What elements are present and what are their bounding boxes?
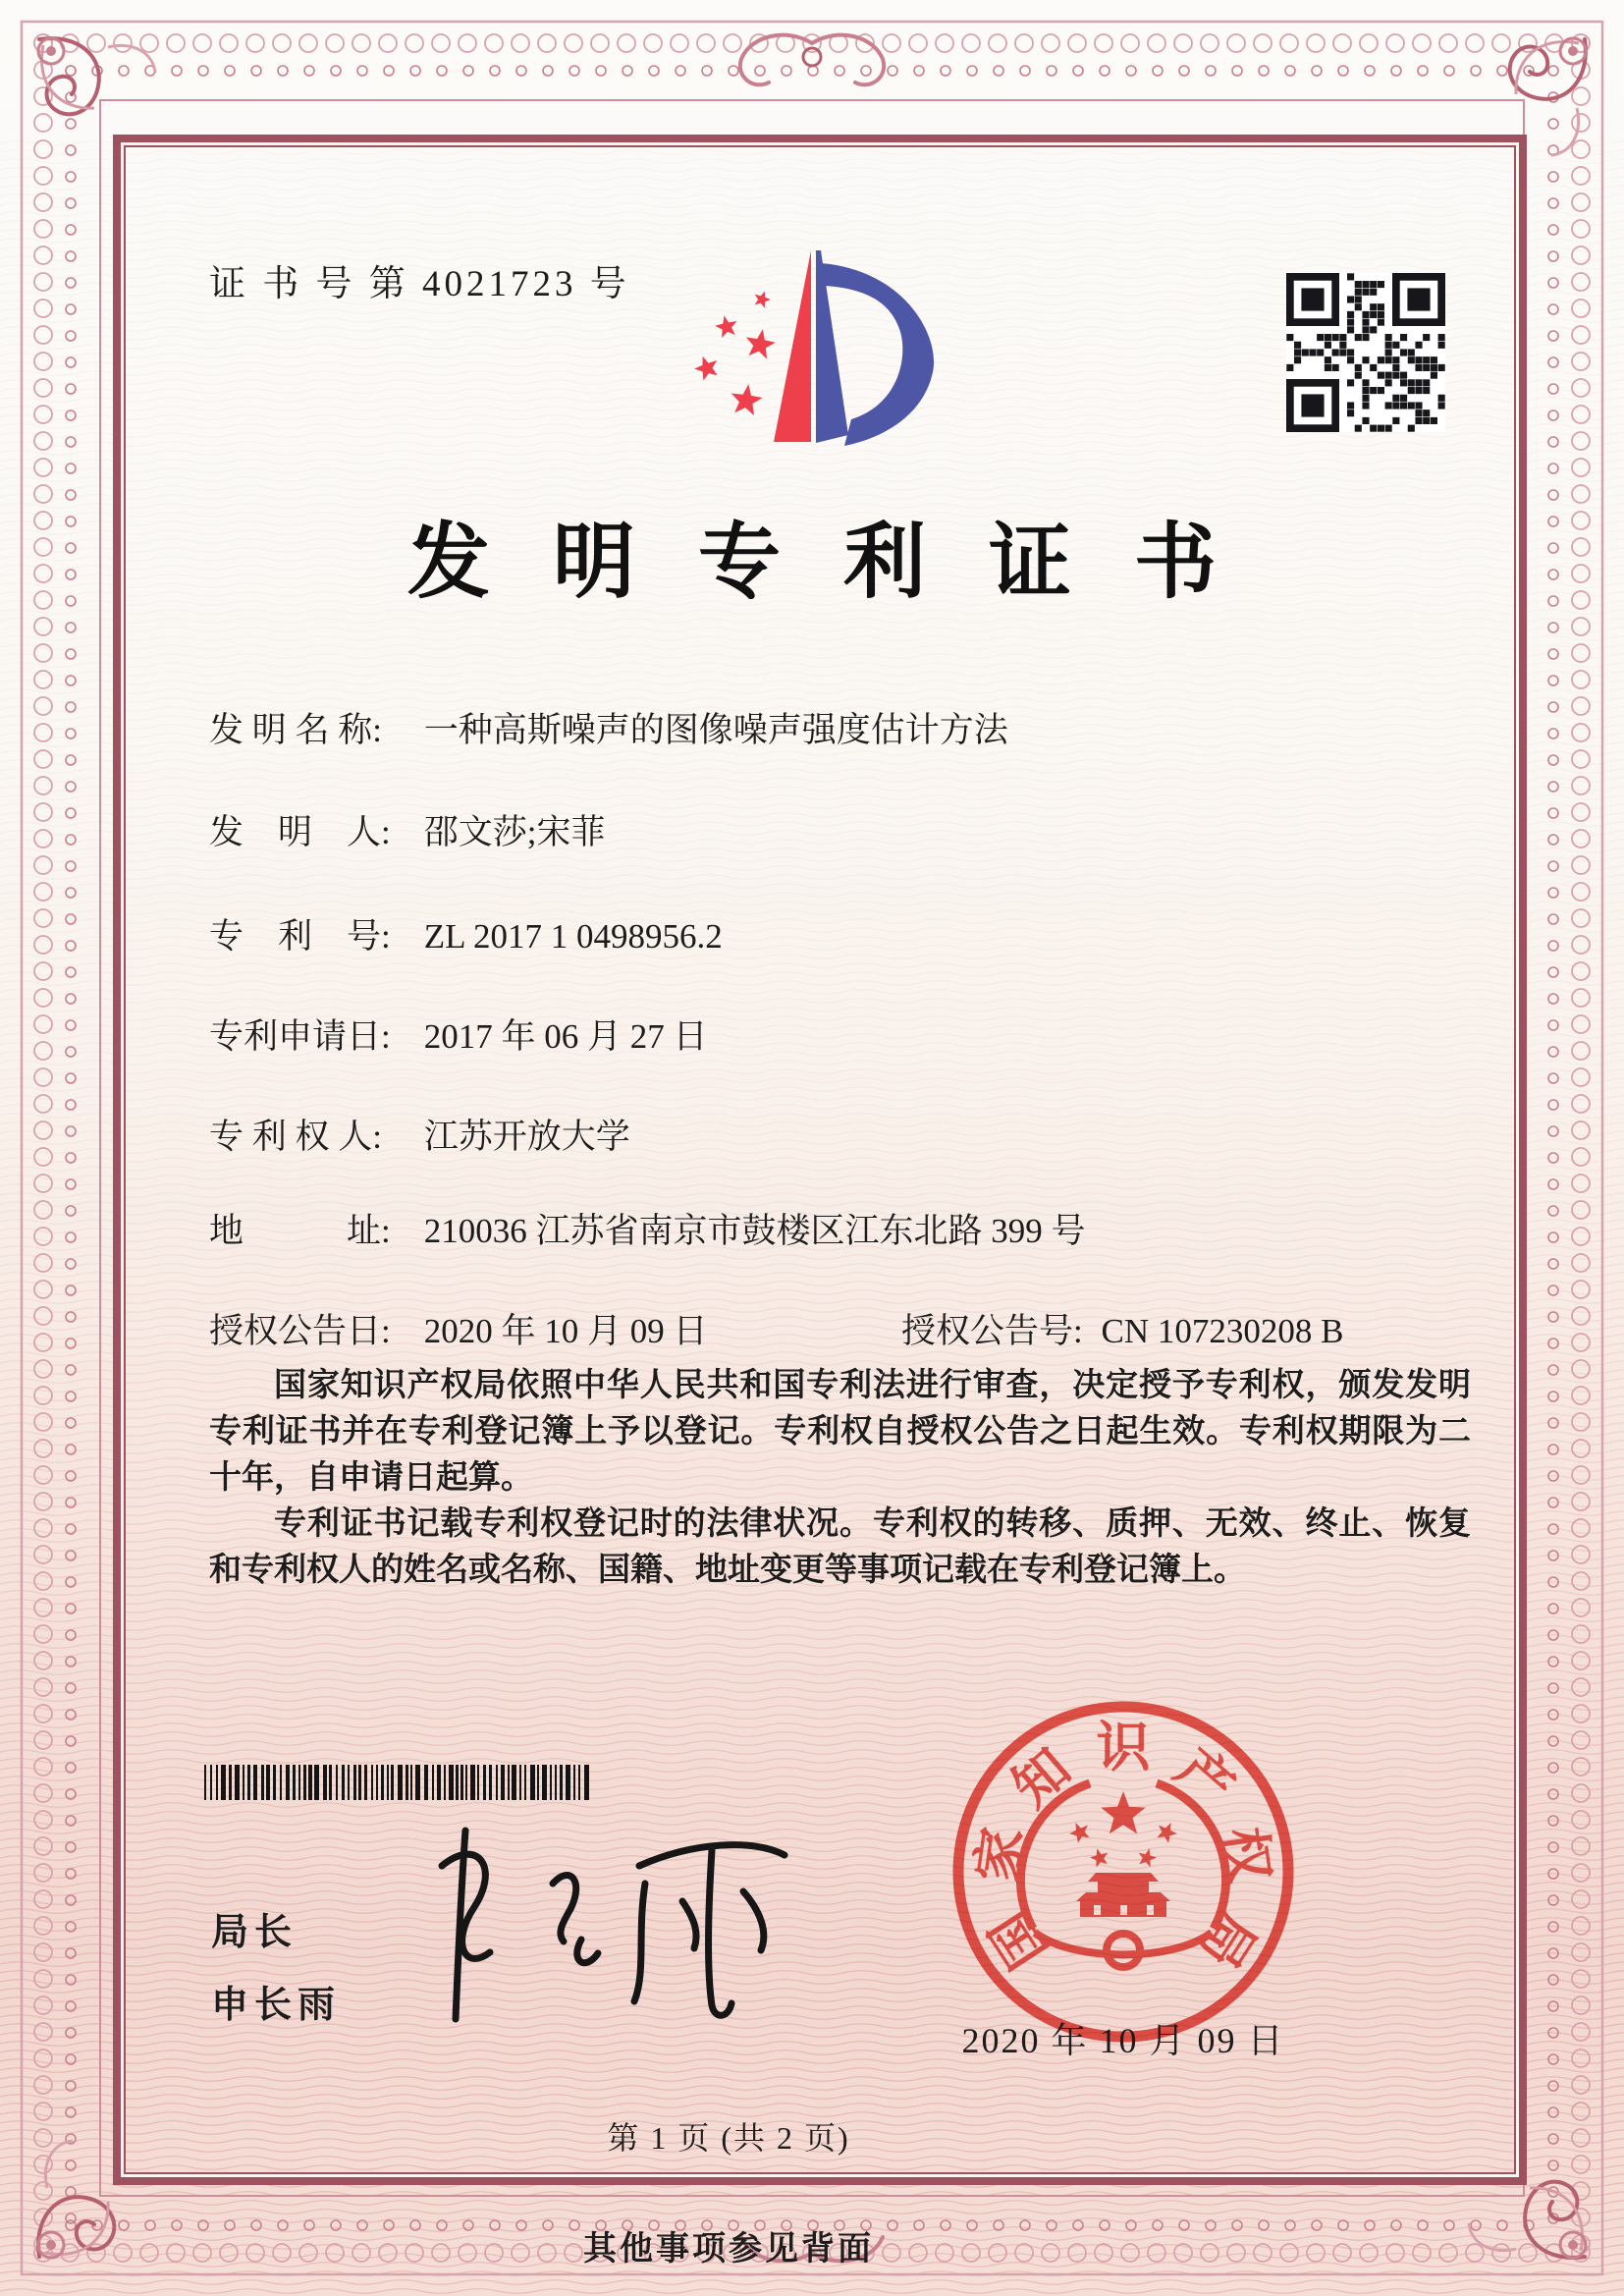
certificate-number: 证 书 号 第 4021723 号 (209, 264, 630, 304)
field-label: 专利申请日: (209, 1017, 391, 1056)
barcode (204, 1765, 589, 1800)
seal-ring-char: 识 (1096, 1718, 1151, 1777)
field-value: 江苏开放大学 (423, 1118, 630, 1156)
field-label: 专 利 权 人: (209, 1118, 382, 1156)
official-red-seal (937, 1685, 1310, 2058)
seal-ring-char: 产 (1164, 1737, 1245, 1819)
back-side-note: 其他事项参见背面 (583, 2231, 874, 2268)
field-label: 授权公告日: (209, 1312, 391, 1350)
qr-code (1286, 273, 1445, 432)
field-row-address (209, 1204, 1495, 1253)
field-label: 地 址: (209, 1212, 391, 1250)
field-row-patentee (209, 1110, 1495, 1159)
seal-ring-text (937, 1685, 1310, 2058)
field-row-patent-number (209, 909, 1495, 958)
field-value: CN 107230208 B (1101, 1312, 1344, 1350)
field-value: 210036 江苏省南京市鼓楼区江东北路 399 号 (423, 1212, 1086, 1250)
signer-name: 申长雨 (211, 1985, 342, 2026)
field-value: 邵文莎;宋菲 (423, 813, 606, 851)
field-row-grant-number (901, 1304, 1624, 1353)
legal-body-text (209, 1363, 1471, 1594)
page-number: 第 1 页 (共 2 页) (607, 2120, 850, 2156)
seal-ring-char: 知 (1001, 1737, 1082, 1819)
field-value: 2017 年 06 月 27 日 (423, 1017, 708, 1056)
certificate-title: 发明专利证书 (406, 518, 1279, 609)
signer-title: 局长 (211, 1912, 298, 1953)
director-signature (388, 1823, 820, 2039)
body-paragraph: 国家知识产权局依照中华人民共和国专利法进行审查，决定授予专利权，颁发发明专利证书并在专利登记簿上予以登记。专利权自授权公告之日起生效。专利权期限为二十年，自申请日起算。 (209, 1368, 1471, 1496)
field-label: 发 明 名 称: (209, 711, 382, 749)
field-row-filing-date (209, 1010, 1495, 1059)
field-row-inventors (209, 805, 1495, 854)
field-value: 2020 年 10 月 09 日 (423, 1312, 708, 1350)
field-value: ZL 2017 1 0498956.2 (423, 917, 723, 956)
field-label: 授权公告号: (901, 1312, 1083, 1350)
field-row-invention-name (209, 703, 1495, 752)
field-label: 专 利 号: (209, 917, 391, 956)
seal-ring-char: 国 (979, 1900, 1059, 1979)
seal-ring-char: 家 (966, 1823, 1034, 1886)
seal-ring-char: 局 (1187, 1900, 1268, 1979)
seal-date: 2020 年 10 月 09 日 (961, 2021, 1285, 2060)
field-value: 一种高斯噪声的图像噪声强度估计方法 (423, 711, 1008, 749)
seal-ring-char: 权 (1213, 1823, 1280, 1886)
body-paragraph: 专利证书记载专利权登记时的法律状况。专利权的转移、质押、无效、终止、恢复和专利权人的姓名或名称、国籍、地址变更等事项记载在专利登记簿上。 (209, 1506, 1471, 1588)
field-label: 发 明 人: (209, 813, 391, 851)
cnipa-logo-icon (677, 239, 972, 469)
